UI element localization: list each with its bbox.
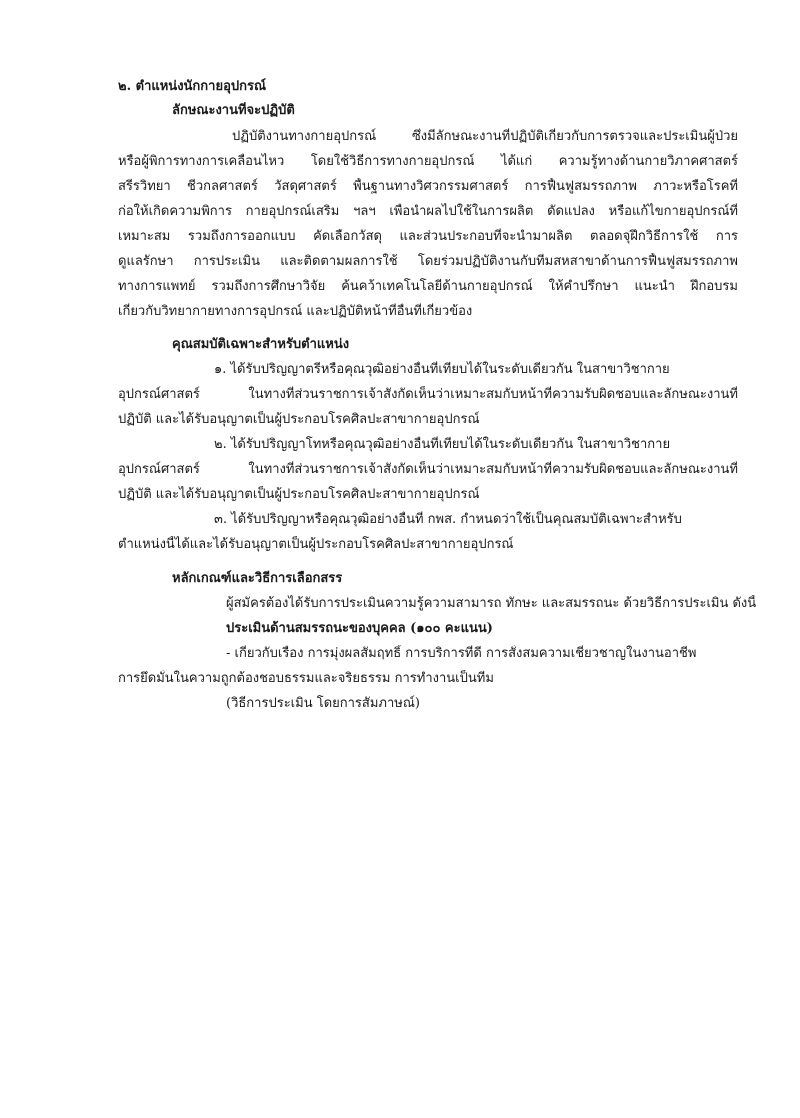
qualification-line: อุปกรณ์ศาสตร์ ในทางที่ส่วนราชการเจ้าสังกัดเห็นว่าเหมาะสมกับหน้าที่ความรับผิดชอบและลักษณะงานที่ — [118, 387, 738, 402]
criteria-sub-heading: ประเมินด้านสมรรถนะของบุคคล (๑๐๐ คะแนน) — [226, 621, 493, 636]
criteria-intro: ผู้สมัครต้องได้รับการประเมินความรู้ความสามารถ ทักษะ และสมรรถนะ ด้วยวิธีการประเมิน ดังนี้ — [226, 596, 757, 611]
qualification-line: ตำแหน่งนี้ได้และได้รับอนุญาตเป็นผู้ประกอบโรคศิลปะสาขากายอุปกรณ์ — [118, 537, 514, 552]
qualification-line: ๑. ได้รับปริญญาตรีหรือคุณวุฒิอย่างอื่นที่เทียบได้ในระดับเดียวกัน ในสาขาวิชากาย — [214, 362, 670, 377]
duties-line: สรีรวิทยา ชีวกลศาสตร์ วัสดุศาสตร์ พื้นฐานทางวิศวกรรมศาสตร์ การฟื้นฟูสมรรถภาพ ภาวะหรือโรคที่ — [118, 179, 738, 194]
qualification-line: ๒. ได้รับปริญญาโทหรือคุณวุฒิอย่างอื่นที่เทียบได้ในระดับเดียวกัน ในสาขาวิชากาย — [214, 437, 671, 452]
duties-line: ทางการแพทย์ รวมถึงการศึกษาวิจัย ค้นคว้าเทคโนโลยีด้านกายอุปกรณ์ ให้คำปรึกษา แนะนำ ฝึกอบรม — [118, 279, 738, 294]
qualification-line: ปฏิบัติ และได้รับอนุญาตเป็นผู้ประกอบโรคศิลปะสาขากายอุปกรณ์ — [118, 487, 480, 502]
duties-line: ก่อให้เกิดความพิการ กายอุปกรณ์เสริม ฯลฯ เพื่อนำผลไปใช้ในการผลิต ดัดแปลง หรือแก้ไขกายอุปกรณ์ที่ — [118, 204, 738, 219]
qualifications-heading: คุณสมบัติเฉพาะสำหรับตำแหน่ง — [172, 337, 350, 352]
section-heading: ๒. ตำแหน่งนักกายอุปกรณ์ — [118, 79, 267, 94]
qualification-line: ปฏิบัติ และได้รับอนุญาตเป็นผู้ประกอบโรคศิลปะสาขากายอุปกรณ์ — [118, 412, 480, 427]
criteria-line: การยึดมั่นในความถูกต้องชอบธรรมและจริยธรรม การทำงานเป็นทีม — [118, 671, 494, 686]
duties-line: ดูแลรักษา การประเมิน และติดตามผลการใช้ โดยร่วมปฏิบัติงานกับทีมสหสาขาด้านการฟื้นฟูสมรรถภาพ — [118, 254, 738, 269]
duties-heading: ลักษณะงานที่จะปฏิบัติ — [172, 103, 295, 118]
criteria-line: - เกี่ยวกับเรื่อง การมุ่งผลสัมฤทธิ์ การบริการที่ดี การสั่งสมความเชี่ยวชาญในงานอาชีพ — [226, 646, 697, 661]
criteria-heading: หลักเกณฑ์และวิธีการเลือกสรร — [172, 571, 343, 586]
qualification-line: อุปกรณ์ศาสตร์ ในทางที่ส่วนราชการเจ้าสังกัดเห็นว่าเหมาะสมกับหน้าที่ความรับผิดชอบและลักษณะงานที่ — [118, 462, 738, 477]
criteria-method: (วิธีการประเมิน โดยการสัมภาษณ์) — [226, 696, 420, 711]
duties-line: ปฏิบัติงานทางกายอุปกรณ์ ซึ่งมีลักษณะงานที่ปฏิบัติเกี่ยวกับการตรวจและประเมินผู้ป่วย — [232, 129, 738, 144]
duties-line: เหมาะสม รวมถึงการออกแบบ คัดเลือกวัสดุ และส่วนประกอบที่จะนำมาผลิต ตลอดจุฝึกวิธีการใช้ การ — [118, 229, 738, 244]
duties-line: เกี่ยวกับวิทยากายทางการอุปกรณ์ และปฏิบัติหน้าที่อื่นที่เกี่ยวข้อง — [118, 304, 473, 319]
duties-line: หรือผู้พิการทางการเคลื่อนไหว โดยใช้วิธีการทางกายอุปกรณ์ ได้แก่ ความรู้ทางด้านกายวิภาคศาสตร์ — [118, 154, 738, 169]
qualification-line: ๓. ได้รับปริญญาหรือคุณวุฒิอย่างอื่นที่ กพส. กำหนดว่าใช้เป็นคุณสมบัติเฉพาะสำหรับ — [214, 512, 682, 527]
